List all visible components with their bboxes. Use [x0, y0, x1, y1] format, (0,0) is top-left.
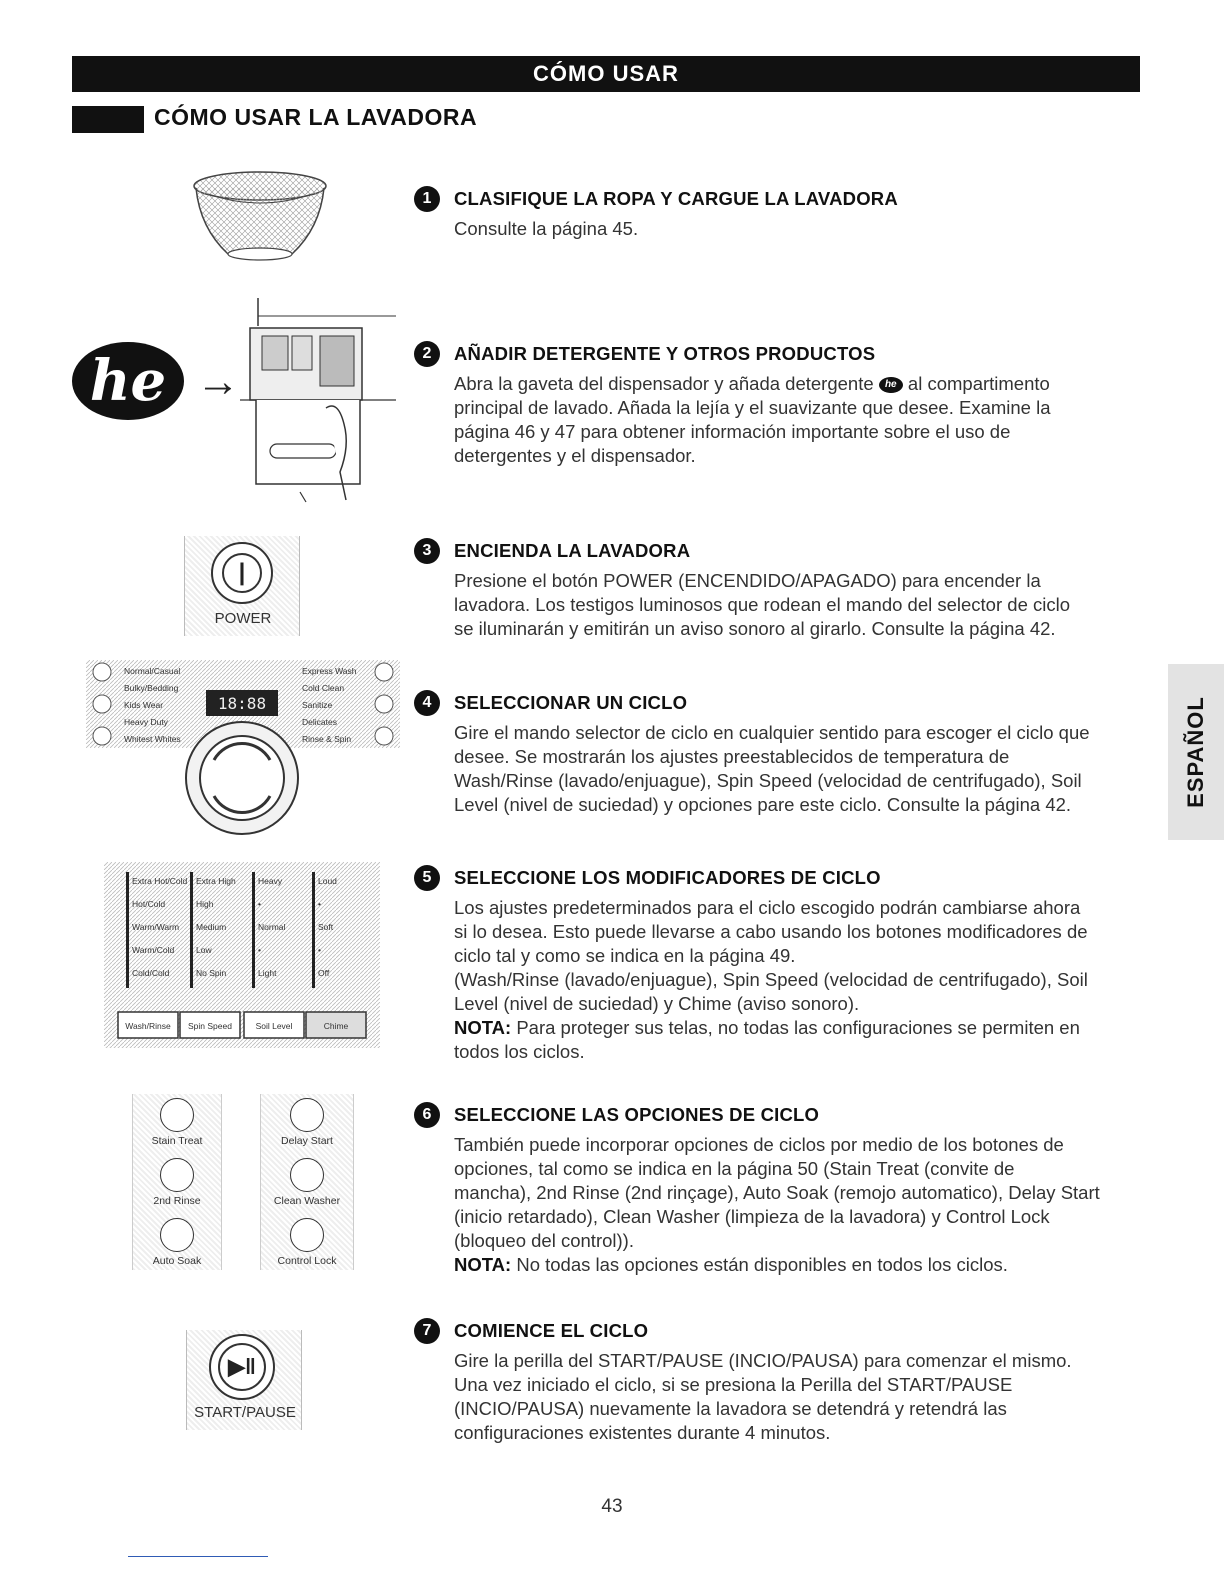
indicator-bar: [190, 872, 193, 988]
modifier-label: •: [258, 945, 261, 955]
step-title: SELECCIONE LOS MODIFICADORES DE CICLO: [454, 867, 881, 888]
modifier-label: •: [258, 899, 261, 909]
step-number: 2: [414, 341, 440, 367]
option-button[interactable]: [160, 1158, 194, 1192]
step-2: [414, 341, 1144, 468]
cycle-label: Express Wash: [302, 666, 357, 676]
step-line: configuraciones existentes durante 4 minutos.: [454, 1422, 831, 1443]
option-button-group: [133, 1098, 221, 1147]
step-line: Abra la gaveta del dispensador y añada detergente: [454, 373, 874, 394]
step-line: principal de lavado. Añada la lejía y el suavizante que desee. Examine la: [454, 397, 1051, 418]
step-line: Gire la perilla del START/PAUSE (INCIO/PAUSA) para comenzar el mismo.: [454, 1350, 1072, 1371]
modifier-button-label: Chime: [323, 1021, 349, 1031]
nota-text: Para proteger sus telas, no todas las configuraciones se permiten en: [511, 1017, 1080, 1038]
modifier-label: •: [318, 945, 321, 955]
laundry-basket-illustration: [188, 168, 332, 264]
section-title: CÓMO USAR LA LAVADORA: [154, 104, 478, 130]
step-line: lavadora. Los testigos luminosos que rodean el mando del selector de ciclo: [454, 594, 1071, 615]
step-line: Una vez iniciado el ciclo, si se presiona la Perilla del START/PAUSE: [454, 1374, 1013, 1395]
cycle-label: Whitest Whites: [124, 734, 181, 744]
step-number: 4: [414, 690, 440, 716]
step-line: mancha), 2nd Rinse (2nd rinçage), Auto Soak (remojo automatico), Delay Start: [454, 1182, 1100, 1203]
arrow-right-icon: →: [196, 357, 240, 406]
step-line: se iluminarán y emitirán un aviso sonoro al girarlo. Consulte la página 42.: [454, 618, 1056, 639]
power-label: POWER: [214, 610, 272, 627]
section-marker: [72, 106, 144, 133]
option-label: Clean Washer: [273, 1195, 341, 1207]
step-number: 7: [414, 1318, 440, 1344]
option-label: 2nd Rinse: [153, 1195, 201, 1207]
cycle-buttons-left: [93, 663, 111, 745]
step-line: (bloqueo del control)).: [454, 1230, 634, 1251]
indicator-bar: [252, 872, 255, 988]
step-7: [414, 1318, 1144, 1445]
power-icon: |: [222, 553, 262, 593]
modifier-button-label: Soil Level: [255, 1021, 293, 1031]
step-line: Presione el botón POWER (ENCENDIDO/APAGADO) para encender la: [454, 570, 1041, 591]
step-number: 5: [414, 865, 440, 891]
step-line: (Wash/Rinse (lavado/enjuague), Spin Speed (velocidad de centrifugado), Soil: [454, 969, 1088, 990]
modifier-label: Warm/Cold: [132, 945, 175, 955]
step-line: Gire el mando selector de ciclo en cualquier sentido para escoger el ciclo que: [454, 722, 1090, 743]
option-label: Stain Treat: [151, 1135, 203, 1147]
modifier-label: Soft: [318, 922, 334, 932]
step-title: COMIENCE EL CICLO: [454, 1320, 649, 1341]
cycle-label: Cold Clean: [302, 683, 345, 693]
step-title: CLASIFIQUE LA ROPA Y CARGUE LA LAVADORA: [454, 188, 898, 209]
modifier-label: Loud: [318, 876, 337, 886]
option-button-group: [261, 1098, 353, 1147]
indicator-bar: [126, 872, 129, 988]
step-line: Consulte la página 45.: [454, 218, 639, 239]
footer-rule: [128, 1556, 268, 1557]
option-button-group: [133, 1158, 221, 1207]
option-button-group: [261, 1158, 353, 1207]
option-button[interactable]: [160, 1098, 194, 1132]
he-logo-text: he: [89, 348, 167, 414]
start-pause-label: START/PAUSE: [194, 1404, 296, 1421]
modifier-label: Warm/Warm: [132, 922, 180, 932]
step-title: SELECCIONAR UN CICLO: [454, 692, 688, 713]
option-label: Auto Soak: [152, 1255, 202, 1267]
option-button[interactable]: [290, 1098, 324, 1132]
cycle-buttons-right: [375, 663, 393, 745]
step-line: También puede incorporar opciones de ciclos por medio de los botones de: [454, 1134, 1064, 1155]
power-button[interactable]: [211, 542, 273, 604]
modifier-label: Heavy: [258, 876, 283, 886]
modifier-label: Light: [258, 968, 277, 978]
page-number: 43: [601, 1496, 623, 1517]
he-logo: [72, 342, 184, 420]
option-button[interactable]: [160, 1218, 194, 1252]
step-line: al compartimento: [907, 373, 1050, 394]
option-button-group: [261, 1218, 353, 1267]
step-6: [414, 1102, 1144, 1277]
option-label: Delay Start: [281, 1135, 333, 1147]
cycle-label: Heavy Duty: [124, 717, 168, 727]
step-title: SELECCIONE LAS OPCIONES DE CICLO: [454, 1104, 820, 1125]
step-line: si lo desea. Esto puede llevarse a cabo usando los botones modificadores de: [454, 921, 1088, 942]
step-3: [414, 538, 1144, 641]
header-bar: [72, 56, 1140, 92]
dispenser-drawer-illustration: [240, 296, 396, 506]
cycle-label: Kids Wear: [124, 700, 164, 710]
option-button[interactable]: [290, 1158, 324, 1192]
step-line: (INCIO/PAUSA) nuevamente la lavadora se detendrá y retendrá las: [454, 1398, 1007, 1419]
step-number: 1: [414, 186, 440, 212]
options-right-column: [260, 1094, 354, 1270]
cycle-label: Bulky/Bedding: [124, 683, 179, 693]
step-line: desee. Se mostrarán los ajustes preestablecidos de temperatura de: [454, 746, 1010, 767]
nota-label: NOTA:: [454, 1017, 512, 1038]
cycle-label: Rinse & Spin: [302, 734, 352, 744]
cycle-selector-panel: [86, 660, 400, 840]
step-line: opciones, tal como se indica en la página 50 (Stain Treat (convite de: [454, 1158, 1015, 1179]
modifier-label: Medium: [196, 922, 227, 932]
nota-label: NOTA:: [454, 1254, 512, 1275]
step-line: detergentes y el dispensador.: [454, 445, 696, 466]
step-number: 6: [414, 1102, 440, 1128]
modifier-label: Extra Hot/Cold: [132, 876, 188, 886]
start-pause-panel: [186, 1330, 302, 1430]
cycle-modifiers-panel: [104, 862, 380, 1048]
modifier-button-label: Wash/Rinse: [125, 1021, 171, 1031]
step-1: [414, 186, 1144, 241]
step-number: 3: [414, 538, 440, 564]
step-5: [414, 865, 1144, 1064]
power-button-panel: [184, 536, 300, 636]
options-left-column: [132, 1094, 222, 1270]
step-line: Los ajustes predeterminados para el ciclo escogido podrán cambiarse ahora: [454, 897, 1081, 918]
cycle-label: Normal/Casual: [124, 666, 181, 676]
step-4: [414, 690, 1144, 817]
cycle-label: Delicates: [302, 717, 337, 727]
option-label: Control Lock: [277, 1255, 337, 1267]
step-line: Wash/Rinse (lavado/enjuague), Spin Speed (velocidad de centrifugado), Soil: [454, 770, 1082, 791]
modifier-label: High: [196, 899, 214, 909]
header-title: CÓMO USAR: [533, 61, 679, 86]
step-line: ciclo tal y como se indica en la página 49.: [454, 945, 796, 966]
modifier-button-label: Spin Speed: [188, 1021, 232, 1031]
step-title: AÑADIR DETERGENTE Y OTROS PRODUCTOS: [454, 343, 876, 364]
modifier-label: Low: [196, 945, 212, 955]
he-logo-small-icon: he: [879, 377, 903, 393]
nota-text: todos los ciclos.: [454, 1041, 585, 1062]
play-pause-icon: ▶‖: [218, 1343, 266, 1391]
modifier-label: Hot/Cold: [132, 899, 166, 909]
step-line: Level (nivel de suciedad) y opciones pare este ciclo. Consulte la página 42.: [454, 794, 1072, 815]
indicator-bar: [312, 872, 315, 988]
cycle-options-panel: [132, 1094, 354, 1270]
modifier-label: Off: [318, 968, 330, 978]
option-button-group: [133, 1218, 221, 1267]
nota-text: No todas las opciones están disponibles en todos los ciclos.: [511, 1254, 1008, 1275]
display-digits: 18:88: [217, 694, 267, 713]
step-line: página 46 y 47 para obtener información importante sobre el uso de: [454, 421, 1011, 442]
modifier-label: Normal: [258, 922, 286, 932]
language-tab-label: ESPAÑOL: [1183, 696, 1208, 808]
modifier-label: •: [318, 899, 321, 909]
modifier-label: No Spin: [196, 968, 227, 978]
modifier-label: Extra High: [196, 876, 236, 886]
step-line: (inicio retardado), Clean Washer (limpieza de la lavadora) y Control Lock: [454, 1206, 1050, 1227]
step-title: ENCIENDA LA LAVADORA: [454, 540, 691, 561]
cycle-label: Sanitize: [302, 700, 333, 710]
modifier-label: Cold/Cold: [132, 968, 170, 978]
start-pause-button[interactable]: [209, 1334, 275, 1400]
language-tab: [1168, 664, 1224, 840]
option-button[interactable]: [290, 1218, 324, 1252]
step-line: Level (nivel de suciedad) y Chime (aviso sonoro).: [454, 993, 860, 1014]
